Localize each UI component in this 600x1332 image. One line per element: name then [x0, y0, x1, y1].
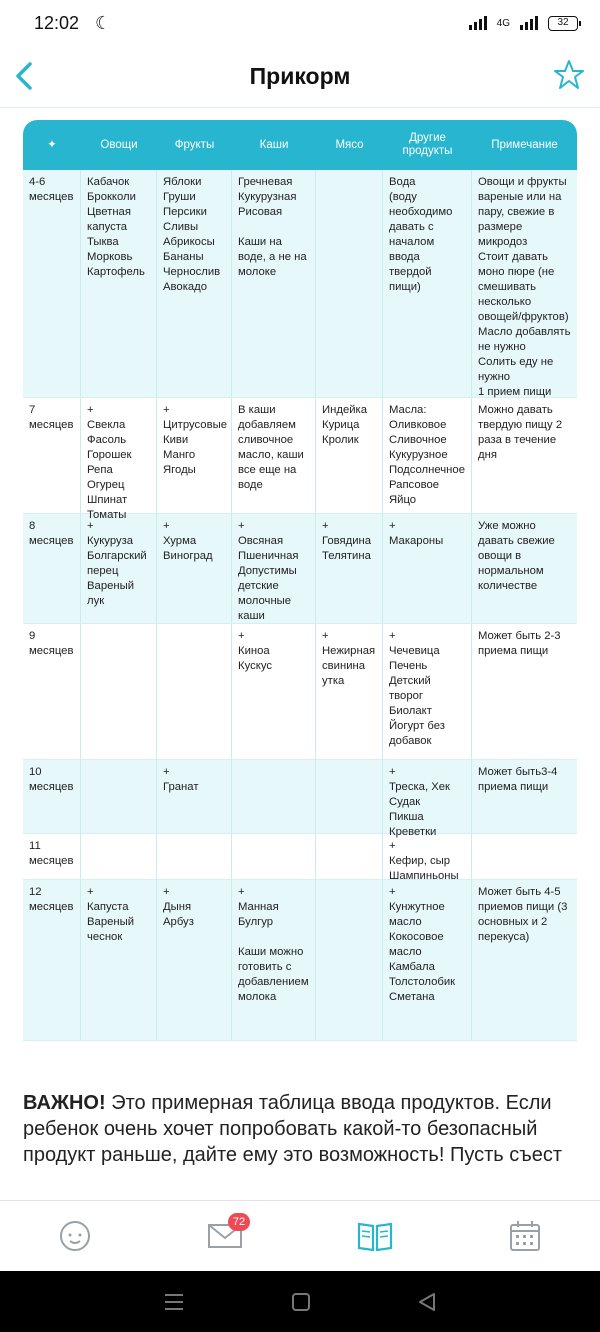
- cell-porridge: + Киноа Кускус: [232, 624, 316, 759]
- battery-icon: 32: [548, 16, 578, 31]
- header-meat: Мясо: [335, 138, 364, 151]
- table-row: [23, 514, 577, 624]
- cell-fruits: + Гранат: [157, 760, 232, 833]
- cell-fruits: [157, 834, 232, 879]
- baby-face-icon: [57, 1218, 93, 1254]
- app-header: [0, 46, 600, 108]
- cell-meat: + Нежирная свинина утка: [316, 624, 383, 759]
- header-vegetables: Овощи: [100, 138, 138, 151]
- table-row: [23, 624, 577, 760]
- header-star-icon: ✦: [47, 138, 57, 151]
- cell-fruits: + Хурма Виноград: [157, 514, 232, 623]
- cell-vegetables: [81, 624, 157, 759]
- calendar-icon: [508, 1219, 542, 1253]
- cell-note: Овощи и фрукты вареные или на пару, свежие в размере микродоз Стоит давать моно пюре (не смешивать несколько овощей/фруктов) Масло добавлять не нужно Солить еду не нужно 1 прием пищи: [478, 176, 571, 398]
- cell-porridge: [232, 834, 316, 879]
- cell-vegetables: + Свекла Фасоль Горошек Репа Огурец Шпинат Томаты: [81, 398, 157, 513]
- feeding-table: [23, 120, 577, 1041]
- status-time: 12:02: [34, 12, 80, 33]
- table-row: [23, 170, 577, 398]
- cell-meat: [316, 170, 383, 397]
- tab-messages[interactable]: [200, 1211, 250, 1261]
- tab-baby[interactable]: [50, 1211, 100, 1261]
- cell-porridge: В каши добавляем сливочное масло, каши все еще на воде: [232, 398, 316, 513]
- cell-meat: [316, 834, 383, 879]
- cell-vegetables: [81, 760, 157, 833]
- cell-vegetables: + Капуста Вареный чеснок: [81, 880, 157, 1040]
- tab-calendar[interactable]: [500, 1211, 550, 1261]
- cell-note: Может быть 2-3 приема пищи: [478, 630, 561, 657]
- cell-fruits: + Дыня Арбуз: [157, 880, 232, 1040]
- cell-other: + Треска, Хек Судак Пикша Креветки: [383, 760, 472, 833]
- cell-age: 9 месяцев: [23, 624, 81, 759]
- home-nav-icon[interactable]: [291, 1292, 311, 1312]
- cell-porridge: Гречневая Кукурузная Рисовая Каши на воде, а не на молоке: [232, 170, 316, 397]
- status-bar: [0, 0, 600, 46]
- moon-icon: ☾: [95, 12, 112, 33]
- system-nav-bar: [0, 1271, 600, 1332]
- cell-other: + Кефир, сыр Шампиньоны: [383, 834, 472, 879]
- cell-other: + Кунжутное масло Кокосовое масло Камбала Толстолобик Сметана: [383, 880, 472, 1040]
- cell-other: Вода (воду необходимо давать с началом ввода твердой пищи): [383, 170, 472, 397]
- bottom-tab-bar: [0, 1200, 600, 1271]
- cell-note: Можно давать твердую пищу 2 раза в течение дня: [478, 404, 563, 461]
- cell-age: 12 месяцев: [23, 880, 81, 1040]
- cell-other: + Макароны: [383, 514, 472, 623]
- back-arrow-icon[interactable]: [8, 58, 44, 94]
- cell-porridge: + Манная Булгур Каши можно готовить с добавлением молока: [232, 880, 316, 1040]
- cell-note: [472, 834, 577, 879]
- important-text: Это примерная таблица ввода продуктов. Если ребенок очень хочет попробовать какой-то безопасный продукт раньше, дайте ему это возможность! Пусть съест: [23, 1092, 563, 1166]
- cell-vegetables: Кабачок Брокколи Цветная капуста Тыква Морковь Картофель: [81, 170, 157, 397]
- cell-meat: + Говядина Телятина: [316, 514, 383, 623]
- header-porridge: Каши: [259, 138, 289, 151]
- header-other: Другие продукты: [402, 132, 453, 157]
- cell-meat: [316, 880, 383, 1040]
- cell-age: 10 месяцев: [23, 760, 81, 833]
- important-note: [23, 1090, 577, 1200]
- favorite-star-icon[interactable]: [552, 58, 586, 92]
- cell-note: Уже можно давать свежие овощи в нормальном количестве: [478, 520, 555, 592]
- cell-porridge: [232, 760, 316, 833]
- cell-other: Масла: Оливковое Сливочное Кукурузное Подсолнечное Рапсовое Яйцо: [383, 398, 472, 513]
- table-header: [23, 120, 577, 170]
- messages-badge: 72: [228, 1213, 250, 1231]
- page-title: Прикорм: [249, 63, 351, 89]
- cell-vegetables: [81, 834, 157, 879]
- cell-age: 11 месяцев: [23, 834, 81, 879]
- cell-meat: [316, 760, 383, 833]
- cell-age: 7 месяцев: [23, 398, 81, 513]
- cell-other: + Чечевица Печень Детский творог Биолакт Йогурт без добавок: [383, 624, 472, 759]
- tab-library[interactable]: [350, 1211, 400, 1261]
- menu-nav-icon[interactable]: [163, 1292, 185, 1312]
- cell-age: 4-6 месяцев: [23, 170, 81, 397]
- cell-note: Может быть3-4 приема пищи: [478, 766, 558, 793]
- cell-fruits: Яблоки Груши Персики Сливы Абрикосы Бананы Чернослив Авокадо: [157, 170, 232, 397]
- cell-fruits: [157, 624, 232, 759]
- table-row: [23, 880, 577, 1041]
- network-label: 4G: [496, 17, 510, 29]
- table-row: [23, 834, 577, 880]
- cell-vegetables: + Кукуруза Болгарский перец Вареный лук: [81, 514, 157, 623]
- signal-icon-2: [520, 16, 538, 30]
- table-row: [23, 398, 577, 521]
- cell-note: Может быть 4-5 приемов пищи (3 основных и 2 перекуса): [478, 886, 568, 943]
- header-fruits: Фрукты: [174, 138, 215, 151]
- book-icon: [357, 1219, 393, 1253]
- cell-porridge: + Овсяная Пшеничная Допустимы детские молочные каши: [232, 514, 316, 623]
- table-row: [23, 760, 577, 838]
- cell-fruits: + Цитрусовые Киви Манго Ягоды: [157, 398, 232, 513]
- back-nav-icon[interactable]: [417, 1292, 437, 1312]
- signal-icon: [469, 16, 487, 30]
- cell-meat: Индейка Курица Кролик: [316, 398, 383, 513]
- cell-age: 8 месяцев: [23, 514, 81, 623]
- important-label: ВАЖНО!: [23, 1092, 106, 1114]
- header-note: Примечание: [491, 138, 558, 151]
